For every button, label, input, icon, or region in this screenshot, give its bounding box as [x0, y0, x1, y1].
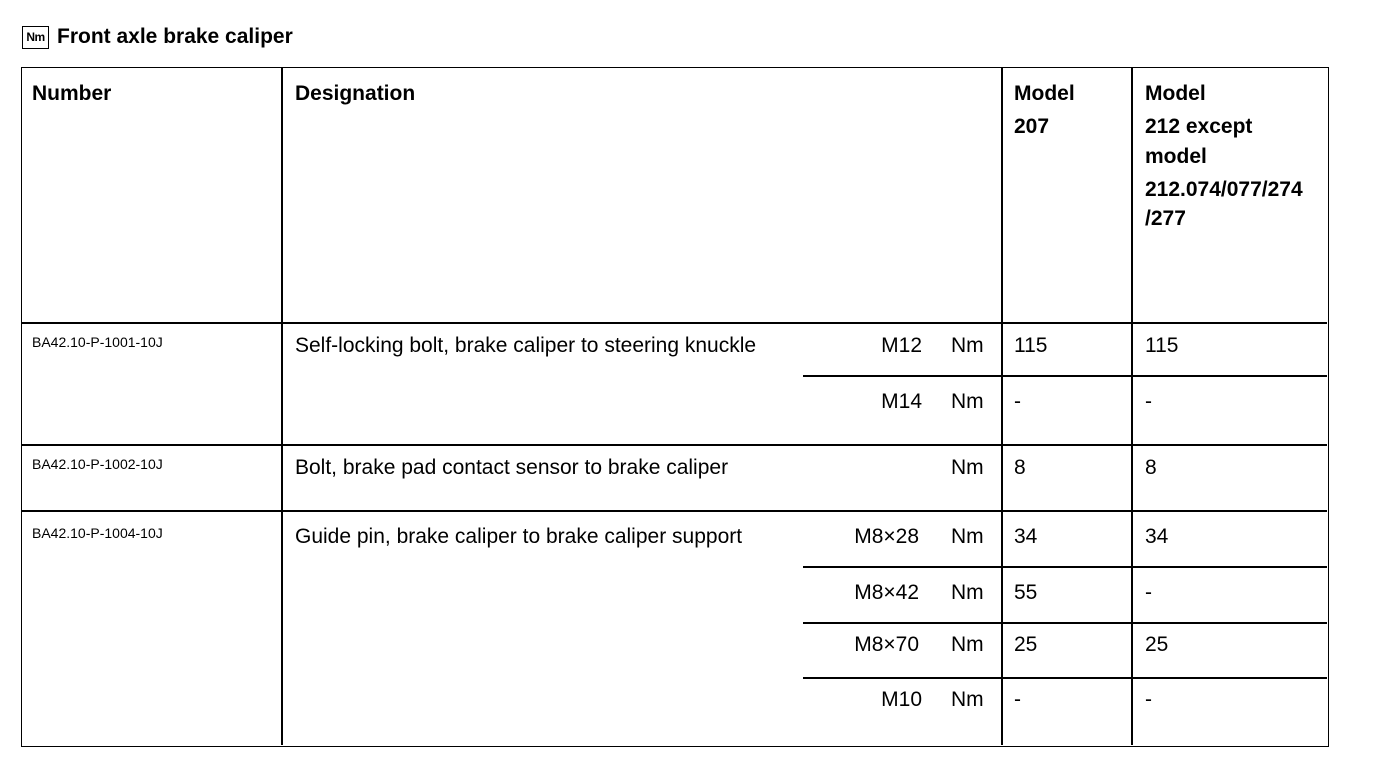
row3-sub2-unit: Nm — [951, 581, 984, 604]
row3-sub4-m212: - — [1145, 688, 1152, 711]
divider-row3-sub3 — [803, 677, 1327, 679]
row3-sub2-m212: - — [1145, 581, 1152, 604]
row3-sub2-thread: M8×42 — [854, 581, 919, 604]
section-title — [22, 24, 293, 50]
row1-sub1-unit: Nm — [951, 334, 984, 357]
row2-sub1-unit: Nm — [951, 456, 984, 479]
page-title: Front axle brake caliper — [57, 25, 293, 48]
row1-sub2-thread: M14 — [881, 390, 922, 413]
header-number: Number — [32, 82, 112, 105]
row3-sub4-thread: M10 — [881, 688, 922, 711]
header-model-212-line3: model — [1145, 145, 1207, 168]
header-model-212-line5: /277 — [1145, 207, 1186, 230]
row3-sub3-m212: 25 — [1145, 633, 1169, 656]
row1-sub2-unit: Nm — [951, 390, 984, 413]
divider-row1 — [22, 444, 1327, 446]
row1-sub2-m207: - — [1014, 390, 1021, 413]
row2-sub1-m212: 8 — [1145, 456, 1157, 479]
divider-row3-sub2 — [803, 622, 1327, 624]
row3-sub1-m207: 34 — [1014, 525, 1038, 548]
header-model-212-line4: 212.074/077/274 — [1145, 178, 1303, 201]
divider-row1-sub — [803, 375, 1327, 377]
divider-number-designation — [281, 68, 283, 745]
header-model-212-line2: 212 except — [1145, 115, 1253, 138]
torque-table — [21, 67, 1329, 747]
row3-sub3-unit: Nm — [951, 633, 984, 656]
row3-designation: Guide pin, brake caliper to brake caliper support — [295, 525, 743, 548]
row3-sub1-unit: Nm — [951, 525, 984, 548]
row3-sub2-m207: 55 — [1014, 581, 1038, 604]
header-designation: Designation — [295, 82, 416, 105]
torque-nm-icon: Nm — [22, 26, 49, 49]
row3-sub1-thread: M8×28 — [854, 525, 919, 548]
divider-header — [22, 322, 1327, 324]
header-model-207-line1: Model — [1014, 82, 1075, 105]
row3-number: BA42.10-P-1004-10J — [32, 525, 163, 541]
row3-sub3-m207: 25 — [1014, 633, 1038, 656]
row1-sub2-m212: - — [1145, 390, 1152, 413]
divider-model207-model212 — [1131, 68, 1133, 745]
row3-sub1-m212: 34 — [1145, 525, 1169, 548]
row1-designation: Self-locking bolt, brake caliper to steering knuckle — [295, 334, 757, 357]
row2-sub1-m207: 8 — [1014, 456, 1026, 479]
row3-sub4-unit: Nm — [951, 688, 984, 711]
row2-designation: Bolt, brake pad contact sensor to brake caliper — [295, 456, 729, 479]
row1-sub1-m207: 115 — [1014, 334, 1048, 357]
divider-designation-model207 — [1001, 68, 1003, 745]
row1-sub1-thread: M12 — [881, 334, 922, 357]
row2-number: BA42.10-P-1002-10J — [32, 456, 163, 472]
row1-number: BA42.10-P-1001-10J — [32, 334, 163, 350]
header-model-212-line1: Model — [1145, 82, 1206, 105]
header-model-207-line2: 207 — [1014, 115, 1050, 138]
row1-sub1-m212: 115 — [1145, 334, 1179, 357]
divider-row3-sub1 — [803, 566, 1327, 568]
row3-sub3-thread: M8×70 — [854, 633, 919, 656]
divider-row2 — [22, 510, 1327, 512]
row3-sub4-m207: - — [1014, 688, 1021, 711]
